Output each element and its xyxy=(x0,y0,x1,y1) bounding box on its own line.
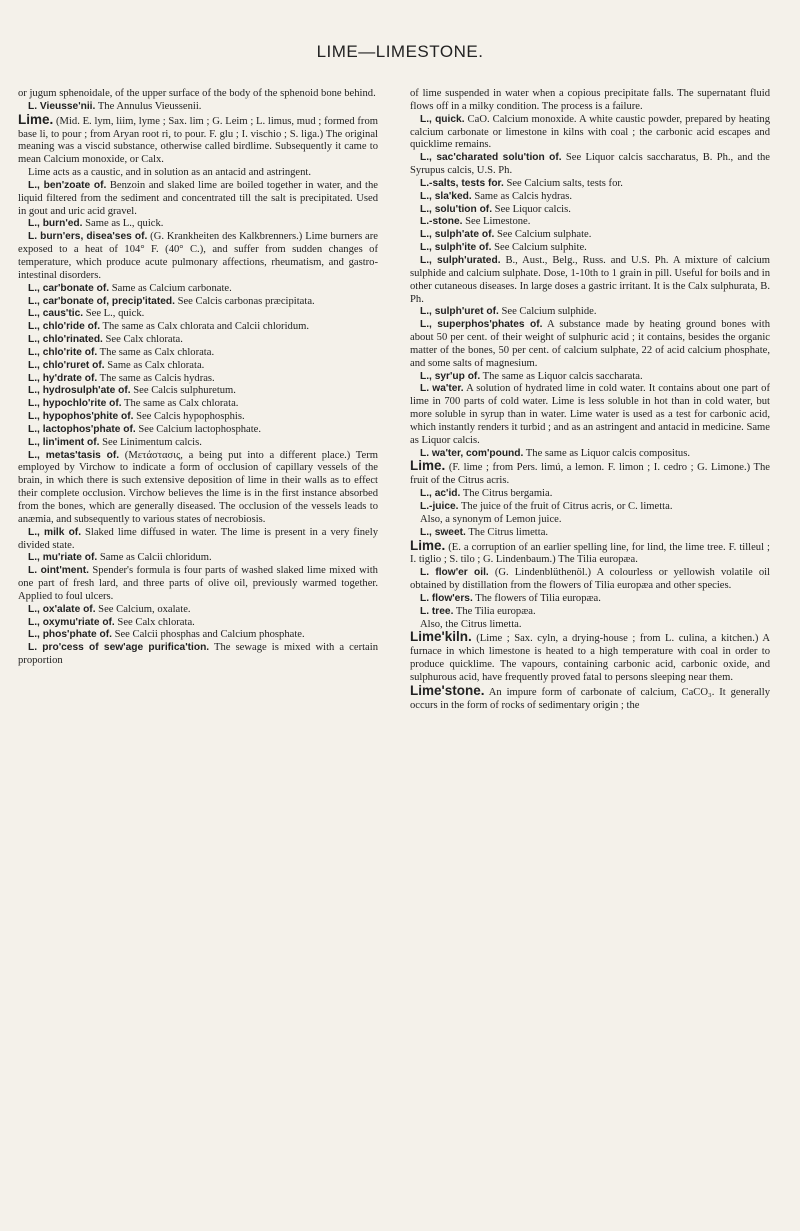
entry-text: See Calcium lactophosphate. xyxy=(135,423,262,435)
entry-text: B., Aust., Belg., Russ. and U.S. Ph. A mixture of calcium sulphide and calcium sulphate. Dose, 1-10th to 1 grain in pill. Useful for boils and in other cutaneous diseases. In large doses a gastric irritant. It is the Calx sulphurata, B. Ph. xyxy=(410,254,770,305)
entry-headword: L., car'bonate of, precip'itated. xyxy=(28,295,175,307)
entry-headword: L., ox'alate of. xyxy=(28,603,96,615)
dictionary-entry xyxy=(410,606,770,619)
entry-headword: L., milk of. xyxy=(28,526,82,538)
entry-text: The same as Calx chlorata. xyxy=(121,398,239,410)
dictionary-entry xyxy=(410,448,770,461)
entry-text: Lime acts as a caustic, and in solution as an antacid and astringent. xyxy=(28,167,312,179)
entry-text: See Calx chlorata. xyxy=(102,334,183,346)
entry-text: Also, the Citrus limetta. xyxy=(420,618,522,630)
entry-headword: L., burn'ed. xyxy=(28,218,83,230)
dictionary-entry xyxy=(18,111,378,167)
dictionary-entry xyxy=(18,617,378,630)
dictionary-entry xyxy=(410,631,770,684)
entry-text: (G. Krankheiten des Kalkbrenners.) Lime burners are exposed to a heat of 104° F. (40° C.), and suffer from sudden changes of temperature, which produce acute pulmonary affections, rheumatism, and gastro-intestinal disorders. xyxy=(18,231,378,281)
dictionary-entry xyxy=(410,114,770,153)
entry-text: See Calx chlorata. xyxy=(114,616,195,628)
dictionary-entry xyxy=(18,642,378,668)
entry-headword: Lime. xyxy=(410,537,446,553)
dictionary-entry xyxy=(410,204,770,217)
entry-headword: L. wa'ter. xyxy=(420,383,464,395)
dictionary-entry xyxy=(18,565,378,604)
entry-headword: L., chlo'ruret of. xyxy=(28,359,105,371)
entry-headword: L., sweet. xyxy=(420,526,466,538)
entry-text: The same as Calx chlorata and Calcii chloridum. xyxy=(100,321,310,333)
dictionary-entry xyxy=(18,373,378,386)
entry-headword: L., hypophos'phite of. xyxy=(28,411,134,423)
dictionary-entry xyxy=(18,629,378,642)
dictionary-entry xyxy=(18,398,378,411)
entry-headword: L., car'bonate of. xyxy=(28,282,110,294)
entry-headword: L.-salts, tests for. xyxy=(420,177,504,189)
dictionary-entry xyxy=(410,593,770,606)
entry-headword: L. pro'cess of sew'age purifica'tion. xyxy=(28,642,210,654)
entry-text: The Citrus limetta. xyxy=(465,526,549,538)
entry-headword: L., chlo'rite of. xyxy=(28,346,98,358)
entry-text: See Calcium sulphide. xyxy=(498,306,597,318)
entry-text: The flowers of Tilia europæa. xyxy=(472,592,601,604)
entry-headword: Lime. xyxy=(18,111,54,127)
entry-headword: L., superphos'phates of. xyxy=(420,319,543,331)
entry-text: The juice of the fruit of Citrus acris, or C. limetta. xyxy=(458,501,673,512)
entry-text: See Calcium salts, tests for. xyxy=(503,177,623,189)
entry-headword: L., lactophos'phate of. xyxy=(28,423,136,435)
entry-text: Also, a synonym of Lemon juice. xyxy=(420,513,562,525)
dictionary-entry xyxy=(18,604,378,617)
dictionary-entry xyxy=(410,383,770,447)
entry-headword: L., sulph'ate of. xyxy=(420,229,495,241)
entry-headword: L., metas'tasis of. xyxy=(28,449,120,461)
dictionary-entry xyxy=(18,283,378,296)
entry-text: Same as Calcii chloridum. xyxy=(97,552,212,564)
entry-text: The Annulus Vieussenii. xyxy=(95,100,202,112)
entry-headword: L., hydrosulph'ate of. xyxy=(28,385,131,397)
entry-text: See Calcium sulphite. xyxy=(491,242,587,254)
entry-headword: L., quick. xyxy=(420,113,465,125)
running-head: LIME—LIMESTONE. xyxy=(316,42,484,61)
entry-text: See L., quick. xyxy=(83,308,145,320)
entry-headword: L., chlo'ride of. xyxy=(28,321,101,333)
entry-text: See Calcii phosphas and Calcium phosphate. xyxy=(111,629,305,641)
dictionary-entry xyxy=(18,231,378,282)
dictionary-entry xyxy=(18,167,378,180)
entry-headword: L., syr'up of. xyxy=(420,370,481,382)
dictionary-entry xyxy=(18,552,378,565)
dictionary-entry xyxy=(18,218,378,231)
entry-text: See Liquor calcis. xyxy=(492,203,571,215)
entry-headword: L., mu'riate of. xyxy=(28,552,98,564)
dictionary-entry xyxy=(18,360,378,373)
dictionary-entry xyxy=(410,191,770,204)
dictionary-entry xyxy=(410,537,770,568)
entry-text: CaO. Calcium monoxide. A white caustic powder, prepared by heating calcium carbonate or limestone in kilns with coal ; the carbonic acid escapes and quicklime remains. xyxy=(410,113,770,151)
entry-text: (Mid. E. lym, liim, lyme ; Sax. lim ; G. Leim ; L. limus, mud ; formed from base li, to pour ; from Aryan root ri, to pour. F. glu ; I. vischio ; S. liga.) The original meaning was a viscid substance, otherwise called birdlime. Subsequently it came to mean Calcium monoxide, or Calx. xyxy=(18,115,378,166)
dictionary-entry xyxy=(18,450,378,527)
entry-headword: L., solu'tion of. xyxy=(420,203,493,215)
entry-headword: Lime'stone. xyxy=(410,682,485,698)
entry-headword: L., chlo'rinated. xyxy=(28,334,103,346)
dictionary-entry xyxy=(410,88,770,114)
entry-text: The sewage is mixed with a certain proportion xyxy=(18,642,378,667)
entry-text: The Citrus bergamia. xyxy=(460,488,553,500)
dictionary-entry xyxy=(410,306,770,319)
entry-text: Same as Calcium carbonate. xyxy=(109,282,232,294)
entry-headword: L., sulph'ite of. xyxy=(420,242,492,254)
dictionary-entry xyxy=(410,216,770,229)
entry-text: See Liquor calcis saccharatus, B. Ph., and the Syrupus calcis, U.S. Ph. xyxy=(410,152,770,177)
entry-headword: L. burn'ers, disea'ses of. xyxy=(28,231,148,243)
entry-headword: L., sla'ked. xyxy=(420,190,472,202)
dictionary-entry xyxy=(18,385,378,398)
entry-text: A solution of hydrated lime in cold water. It contains about one part of lime in 700 parts of cold water. Lime is less soluble in hot than in cold water, but more soluble in syrup than in water. Lime water is used as a test for carbonic acid, which instantly renders it turbid ; and as an astringent and antacid in medicine. Same as Liquor calcis. xyxy=(410,383,770,446)
entry-headword: L. Vieusse'nii. xyxy=(28,100,96,112)
entry-headword: L., sulph'urated. xyxy=(420,254,501,266)
entry-text: The same as Liquor calcis saccharata. xyxy=(480,370,643,382)
dictionary-entry xyxy=(18,437,378,450)
dictionary-entry xyxy=(410,567,770,593)
dictionary-entry xyxy=(18,321,378,334)
entry-headword: L. tree. xyxy=(420,605,454,617)
entry-text: See Calcis sulphuretum. xyxy=(130,385,236,397)
dictionary-entry xyxy=(410,514,770,527)
entry-text: Same as L., quick. xyxy=(82,218,164,230)
entry-text: See Calcium, oxalate. xyxy=(95,603,191,615)
entry-headword: L., lin'iment of. xyxy=(28,436,100,448)
entry-headword: L., ac'id. xyxy=(420,488,461,500)
entry-text: The same as Calcis hydras. xyxy=(97,372,215,384)
dictionary-entry xyxy=(410,371,770,384)
entry-headword: L.-juice. xyxy=(420,501,459,512)
entry-text: Same as Calx chlorata. xyxy=(104,359,205,371)
entry-text: Same as Calcis hydras. xyxy=(471,190,573,202)
entry-text: See Calcis carbonas præcipitata. xyxy=(174,295,315,307)
dictionary-entry xyxy=(18,180,378,219)
right-column xyxy=(410,88,770,1208)
entry-headword: L. wa'ter, com'pound. xyxy=(420,447,524,459)
dictionary-entry xyxy=(18,411,378,424)
entry-text: See Calcium sulphate. xyxy=(494,229,592,241)
entry-headword: L. oint'ment. xyxy=(28,565,89,577)
entry-headword: L., ben'zoate of. xyxy=(28,179,107,191)
entry-text: See Linimentum calcis. xyxy=(99,436,202,448)
dictionary-entry xyxy=(410,682,770,713)
dictionary-entry xyxy=(410,152,770,178)
dictionary-entry xyxy=(18,334,378,347)
dictionary-entry xyxy=(410,460,770,488)
entry-headword: L., hypochlo'rite of. xyxy=(28,398,122,410)
dictionary-entry xyxy=(410,319,770,370)
entry-headword: Lime'kiln. xyxy=(410,629,472,645)
entry-headword: L. flow'ers. xyxy=(420,592,473,604)
dictionary-entry xyxy=(410,178,770,191)
entry-text: (E. a corruption of an earlier spelling line, for lind, the lime tree. F. tilleul ; I. tiglio ; S. tilo ; G. Lindenbaum.) The Tilia europæa. xyxy=(410,541,770,566)
entry-headword: L. flow'er oil. xyxy=(420,567,489,579)
entry-headword: Lime. xyxy=(410,458,446,474)
entry-headword: L., caus'tic. xyxy=(28,308,84,320)
entry-text: Slaked lime diffused in water. The lime is present in a very finely divided state. xyxy=(18,526,378,551)
entry-text: (Μετάστασις, a being put into a different place.) Term employed by Virchow to indicate a form of occlusion of capillary vessels of the brain, in which there is such extensive deposition of lime in their walls as to effect their complete occlusion. Virchow believes the lime is in the first instance absorbed from the bones, which are generally diseased. The occlusion of the vessels leads to anæmia, and subsequently to various states of necrobiosis. xyxy=(18,449,378,525)
entry-text: (Lime ; Sax. cyln, a drying-house ; from L. culina, a kitchen.) A furnace in which limestone is heated to a high temperature with coal in order to produce quicklime. The vapours, containing carbonic acid, carbonic oxide, and sulphurous acid, have frequently proved fatal to persons sleeping near them. xyxy=(410,633,770,683)
entry-text: Spender's formula is four parts of washed slaked lime mixed with one part of fresh lard, and three parts of olive oil, previously warmed together. Applied to foul ulcers. xyxy=(18,565,378,602)
entry-headword: L., sac'charated solu'tion of. xyxy=(420,152,562,164)
dictionary-entry xyxy=(410,527,770,540)
entry-text: or jugum sphenoidale, of the upper surface of the body of the sphenoid bone behind. xyxy=(18,88,376,99)
entry-text: (F. lime ; from Pers. limú, a lemon. F. limon ; I. cedro ; G. Limone.) The fruit of the Citrus acris. xyxy=(410,462,770,487)
dictionary-entry xyxy=(18,101,378,114)
dictionary-entry xyxy=(410,242,770,255)
dictionary-entry xyxy=(18,296,378,309)
dictionary-entry xyxy=(18,88,378,101)
entry-text: Benzoin and slaked lime are boiled together in water, and the liquid filtered from the sediment and concentrated till the salt is precipitated. Used in gout and uric acid gravel. xyxy=(18,179,378,217)
entry-text: (G. Lindenblüthenöl.) A colourless or yellowish volatile oil obtained by distillation from the flowers of Tilia europæa and other species. xyxy=(410,567,770,592)
entry-headword: L., phos'phate of. xyxy=(28,629,112,641)
entry-text: The same as Liquor calcis compositus. xyxy=(523,447,690,459)
left-column xyxy=(18,88,378,1208)
entry-text: of lime suspended in water when a copious precipitate falls. The supernatant fluid flows off in a milky condition. The process is a failure. xyxy=(410,88,770,112)
entry-headword: L., sulph'uret of. xyxy=(420,306,499,318)
dictionary-entry xyxy=(410,501,770,514)
dictionary-entry xyxy=(410,229,770,242)
dictionary-entry xyxy=(18,347,378,360)
dictionary-entry xyxy=(18,527,378,553)
entry-text: The same as Calx chlorata. xyxy=(97,346,215,358)
dictionary-entry xyxy=(18,424,378,437)
entry-text: An impure form of carbonate of calcium, CaCO₃. It generally occurs in the form of rocks of sedimentary origin ; the xyxy=(410,686,770,711)
entry-text: See Calcis hypophosphis. xyxy=(133,411,245,423)
entry-text: See Limestone. xyxy=(462,216,531,228)
dictionary-entry xyxy=(410,255,770,306)
entry-headword: L., hy'drate of. xyxy=(28,372,98,384)
entry-headword: L., oxymu'riate of. xyxy=(28,616,115,628)
entry-headword: L.-stone. xyxy=(420,216,463,228)
dictionary-entry xyxy=(18,308,378,321)
entry-text: The Tilia europæa. xyxy=(453,605,536,617)
entry-text: A substance made by heating ground bones with about 50 per cent. of their weight of sulphuric acid ; it contains, besides the organic matter of the bones, 50 per cent. of calcium sulphate, 22 of acid calcium phosphate, and some salts of magnesium. xyxy=(410,319,770,369)
dictionary-entry xyxy=(410,488,770,501)
